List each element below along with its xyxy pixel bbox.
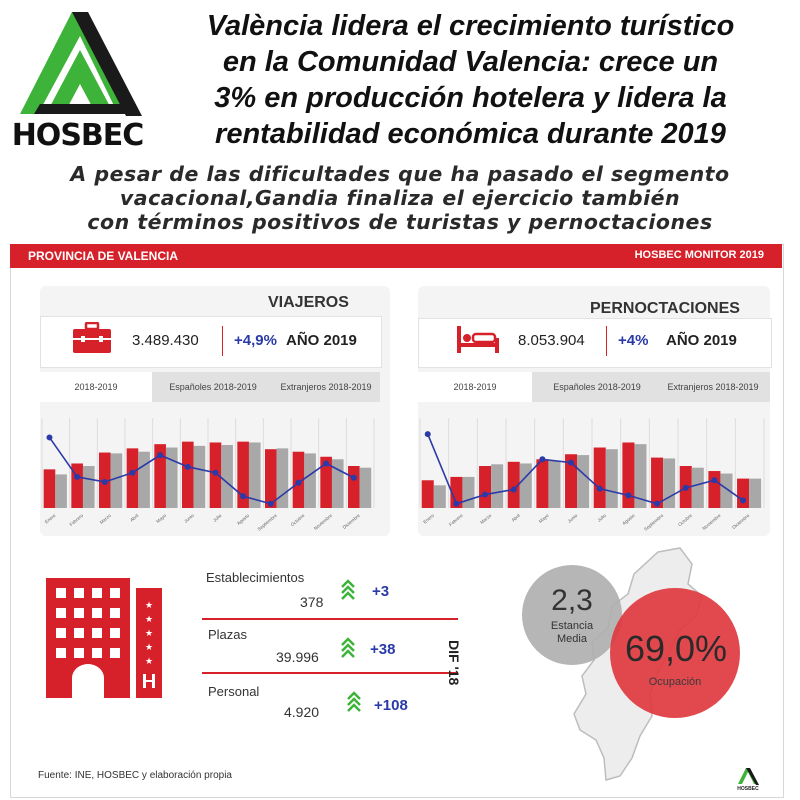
pernoctaciones-bar-2019 (536, 459, 548, 508)
headline: València lidera el crecimiento turístico en la Comunidad Valencia: crece un 3% en producción hotelera y lidera la rentabilidad económica durante 2019 (206, 10, 735, 150)
pernoctaciones-month-label: Junio (566, 512, 579, 524)
pernoctaciones-bar-2019 (708, 471, 720, 508)
pernoctaciones-trend-point (482, 492, 488, 498)
pernoctaciones-trend-point (740, 497, 746, 503)
pernoctaciones-year: AÑO 2019 (666, 332, 737, 349)
viajeros-trend-point (74, 474, 80, 480)
pernoctaciones-tabs (418, 372, 770, 402)
viajeros-trend-point (129, 470, 135, 476)
viajeros-month-label: Octubre (289, 512, 306, 528)
viajeros-bar-2018 (138, 452, 150, 508)
viajeros-month-label: Septiembre (256, 512, 278, 532)
pernoctaciones-month-label: Mayo (537, 512, 550, 524)
tab-pernoctaciones-extranjeros[interactable]: Extranjeros 2018-2019 (667, 382, 759, 392)
monitor-label: HOSBEC MONITOR 2019 (634, 249, 764, 261)
viajeros-title: VIAJEROS (268, 294, 349, 311)
viajeros-divider (222, 326, 223, 356)
plazas-value: 39.996 (276, 649, 319, 665)
viajeros-bar-2019 (127, 448, 139, 508)
svg-text:★: ★ (144, 600, 154, 610)
tab-viajeros-espanoles[interactable]: Españoles 2018-2019 (169, 382, 257, 392)
up-arrows-icon (340, 636, 356, 660)
pernoctaciones-bar-2019 (594, 448, 606, 508)
up-arrows-icon (340, 578, 356, 602)
viajeros-bar-2018 (111, 453, 123, 508)
pernoctaciones-trend-point (597, 486, 603, 492)
pernoctaciones-change: +4% (618, 332, 649, 349)
subheadline: A pesar de las dificultades que ha pasado el segmento vacacional,Gandia finaliza el ejercicio también con términos positivos de turistas y pernoctaciones (70, 162, 730, 234)
personal-diff: +108 (374, 697, 408, 714)
stats-line-1 (202, 618, 458, 620)
hosbec-logo-text: HOSBEC (11, 118, 144, 153)
viajeros-tabs (40, 372, 380, 402)
pernoctaciones-trend-point (539, 456, 545, 462)
viajeros-bar-2018 (55, 474, 67, 508)
tab-viajeros-extranjeros[interactable]: Extranjeros 2018-2019 (280, 382, 372, 392)
viajeros-month-label: Noviembre (312, 512, 334, 532)
pernoctaciones-trend-point (568, 460, 574, 466)
hosbec-mini-logo (736, 766, 760, 786)
pernoctaciones-bar-2018 (520, 463, 532, 508)
viajeros-bar-2018 (221, 445, 233, 508)
pernoctaciones-divider (606, 326, 607, 356)
pernoctaciones-bar-2018 (577, 455, 589, 508)
province-label: PROVINCIA DE VALENCIA (28, 249, 179, 263)
estancia-value: 2,3 (551, 584, 593, 617)
viajeros-bar-2018 (360, 468, 372, 508)
pernoctaciones-bar-2018 (692, 468, 704, 508)
tab-pernoctaciones-2018-2019[interactable]: 2018-2019 (418, 372, 532, 402)
svg-text:★: ★ (144, 614, 154, 624)
svg-text:★: ★ (144, 642, 154, 652)
pernoctaciones-value: 8.053.904 (518, 332, 585, 349)
viajeros-month-label: Julio (212, 512, 223, 523)
viajeros-bar-2018 (304, 453, 316, 508)
hosbec-mini-text: HOSBEC (737, 786, 759, 792)
pernoctaciones-bar-2018 (434, 485, 446, 508)
viajeros-bar-2018 (166, 448, 178, 508)
hotel-building-icon (44, 578, 174, 698)
pernoctaciones-month-label: Noviembre (701, 512, 722, 532)
bed-icon (456, 324, 500, 354)
pernoctaciones-bar-2018 (663, 458, 675, 508)
viajeros-year: AÑO 2019 (286, 332, 357, 349)
viajeros-bar-2019 (265, 449, 277, 508)
pernoctaciones-bar-2019 (651, 458, 663, 508)
pernoctaciones-chart (418, 404, 770, 534)
tab-viajeros-2018-2019[interactable]: 2018-2019 (40, 372, 152, 402)
pernoctaciones-month-label: Enero (422, 512, 435, 525)
pernoctaciones-month-label: Agosto (621, 512, 636, 526)
tab-pernoctaciones-espanoles[interactable]: Españoles 2018-2019 (553, 382, 641, 392)
svg-text:★: ★ (144, 656, 154, 666)
up-arrows-icon (346, 690, 362, 714)
plazas-label: Plazas (208, 627, 248, 642)
svg-text:★: ★ (144, 628, 154, 638)
stats-line-2 (202, 672, 458, 674)
establecimientos-diff: +3 (372, 583, 390, 600)
viajeros-month-label: Enero (43, 512, 57, 525)
pernoctaciones-trend-point (625, 492, 631, 498)
viajeros-chart (40, 404, 380, 534)
viajeros-month-label: Abril (129, 512, 140, 523)
viajeros-change: +4,9% (234, 332, 277, 349)
establecimientos-label: Establecimientos (206, 570, 305, 585)
pernoctaciones-month-label: Abril (510, 512, 521, 523)
dif-18-label: DIF '18 (446, 640, 462, 686)
suitcase-icon (72, 322, 112, 354)
viajeros-bar-2018 (83, 466, 95, 508)
pernoctaciones-bar-2018 (462, 477, 474, 508)
pernoctaciones-trend-point (511, 487, 517, 493)
pernoctaciones-bar-2019 (422, 480, 434, 508)
pernoctaciones-trend-point (711, 477, 717, 483)
viajeros-bar-2019 (44, 469, 56, 508)
ocupacion-label: Ocupación (648, 676, 702, 688)
estancia-label: Estancia Media (550, 620, 594, 645)
plazas-diff: +38 (370, 641, 396, 658)
pernoctaciones-bar-2018 (548, 461, 560, 508)
viajeros-value: 3.489.430 (132, 332, 199, 349)
pernoctaciones-bar-2018 (749, 479, 761, 508)
viajeros-trend-point (351, 475, 357, 481)
viajeros-month-label: Febrero (68, 512, 85, 528)
establecimientos-value: 378 (300, 594, 324, 610)
personal-value: 4.920 (284, 704, 320, 720)
pernoctaciones-month-label: Julio (596, 512, 607, 523)
pernoctaciones-bar-2019 (479, 466, 491, 508)
personal-label: Personal (208, 684, 260, 699)
pernoctaciones-month-label: Marzo (479, 512, 493, 525)
pernoctaciones-trend-point (683, 485, 689, 491)
ocupacion-value: 69,0% (624, 628, 728, 669)
card-header-bar (10, 244, 782, 268)
viajeros-trend-point (212, 470, 218, 476)
pernoctaciones-bar-2018 (606, 449, 618, 508)
pernoctaciones-bar-2019 (737, 479, 749, 508)
viajeros-month-label: Marzo (98, 512, 112, 525)
pernoctaciones-trend-point (654, 501, 660, 507)
pernoctaciones-trend-point (453, 501, 459, 507)
viajeros-trend-point (323, 460, 329, 466)
source-note: Fuente: INE, HOSBEC y elaboración propia (38, 770, 232, 781)
viajeros-bar-2019 (182, 442, 194, 508)
viajeros-month-label: Junio (183, 512, 195, 524)
viajeros-trend-point (268, 501, 274, 507)
pernoctaciones-month-label: Febrero (448, 512, 464, 528)
viajeros-trend-point (157, 452, 163, 458)
pernoctaciones-bar-2018 (491, 464, 503, 508)
viajeros-bar-2019 (348, 466, 360, 508)
pernoctaciones-month-label: Septiembre (643, 512, 665, 532)
pernoctaciones-trend-point (425, 431, 431, 437)
pernoctaciones-month-label: Diciembre (731, 512, 751, 531)
pernoctaciones-title: PERNOCTACIONES (590, 300, 740, 317)
viajeros-trend-point (185, 464, 191, 470)
pernoctaciones-month-label: Octubre (677, 512, 693, 528)
viajeros-month-label: Agosto (235, 512, 251, 526)
viajeros-bar-2018 (194, 446, 206, 508)
viajeros-month-label: Diciembre (341, 512, 361, 531)
viajeros-trend-point (240, 493, 246, 499)
viajeros-month-label: Mayo (155, 512, 168, 524)
viajeros-trend-point (46, 434, 52, 440)
viajeros-trend-point (295, 480, 301, 486)
viajeros-trend-point (102, 479, 108, 485)
